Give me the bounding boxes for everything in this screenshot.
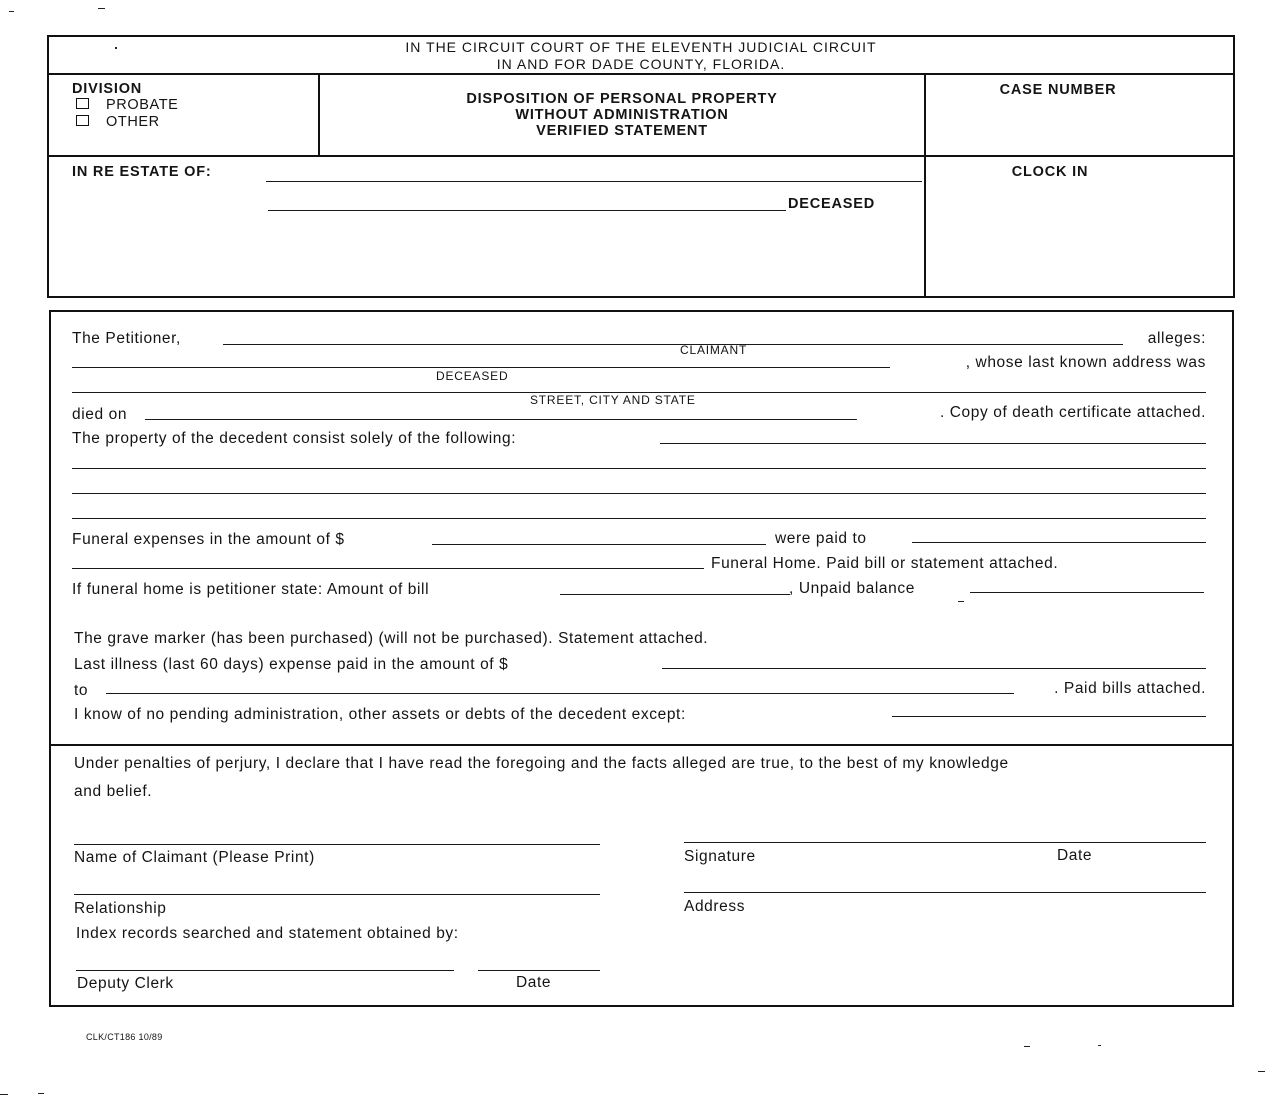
whose-address-text: , whose last known address was [965,354,1206,371]
claimant-caption: CLAIMANT [680,343,748,357]
header-divider-2 [47,155,1235,157]
deceased-line[interactable] [72,367,890,368]
declaration-divider [49,744,1234,746]
property-text: The property of the decedent consist solely of the following: [72,430,517,447]
death-certificate-text: . Copy of death certificate attached. [939,404,1206,421]
died-on-line[interactable] [145,419,857,420]
unpaid-balance-text: , Unpaid balance [789,580,915,597]
no-pending-text: I know of no pending administration, other assets or debts of the decedent except: [74,706,686,723]
court-line-1: IN THE CIRCUIT COURT OF THE ELEVENTH JUDICIAL CIRCUIT [405,39,877,55]
property-line-3[interactable] [72,493,1206,494]
header-vsep-right [924,73,926,298]
other-label: OTHER [106,114,160,130]
declaration-line-1: Under penalties of perjury, I declare that I have read the foregoing and the facts alleged are true, to the best of my knowledge [74,755,1009,772]
street-caption: STREET, CITY AND STATE [530,393,696,407]
relationship-line[interactable] [74,894,600,895]
division-label: DIVISION [72,81,143,97]
court-line-2: IN AND FOR DADE COUNTY, FLORIDA. [496,56,786,72]
funeral-home-text: Funeral Home. Paid bill or statement attached. [711,555,1059,572]
petitioner-text: The Petitioner, [72,330,181,347]
were-paid-to-text: were paid to [775,530,867,547]
address-label: Address [684,898,746,915]
scan-speck [1258,1071,1265,1072]
property-line-2[interactable] [72,468,1206,469]
scan-speck [98,8,105,9]
last-illness-paid-to-line[interactable] [106,693,1014,694]
petitioner-line[interactable] [223,344,1123,345]
form-title-line-3: VERIFIED STATEMENT [536,123,708,139]
funeral-home-line[interactable] [72,568,704,569]
clock-in-label: CLOCK IN [1011,164,1089,180]
deputy-clerk-line[interactable] [76,970,454,971]
other-checkbox[interactable] [76,115,89,126]
scan-speck [38,1093,44,1094]
scan-speck [115,47,117,49]
alleges-text: alleges: [1147,330,1206,347]
if-funeral-home-text: If funeral home is petitioner state: Amount of bill [72,581,430,598]
amount-of-bill-line[interactable] [560,594,790,595]
probate-label: PROBATE [106,97,179,113]
grave-marker-text: The grave marker (has been purchased) (will not be purchased). Statement attached. [74,630,709,647]
claimant-name-line[interactable] [74,844,600,845]
paid-bills-text: . Paid bills attached. [1054,680,1206,697]
scan-speck [958,601,964,602]
scan-speck [1098,1045,1101,1046]
deputy-date-label: Date [516,974,552,991]
signature-label: Signature [684,848,756,865]
index-records-text: Index records searched and statement obtained by: [76,925,459,942]
property-line-1[interactable] [660,443,1206,444]
funeral-paid-to-line[interactable] [912,542,1206,543]
probate-checkbox[interactable] [76,98,89,109]
deceased-label: DECEASED [788,196,875,212]
estate-name-line-1[interactable] [266,181,922,182]
claimant-name-label: Name of Claimant (Please Print) [74,849,315,866]
scan-speck [1024,1046,1030,1047]
funeral-amount-line[interactable] [432,544,766,545]
to-text: to [74,682,89,699]
signature-line[interactable] [684,842,1206,843]
deceased-caption: DECEASED [436,369,509,383]
estate-label: IN RE ESTATE OF: [72,164,212,180]
deputy-date-line[interactable] [478,970,600,971]
unpaid-balance-line[interactable] [970,592,1204,593]
scan-speck [0,1094,8,1095]
signature-date-label: Date [1057,847,1093,864]
estate-name-line-2[interactable] [268,210,786,211]
header-divider-1 [47,73,1235,75]
form-code: CLK/CT186 10/89 [86,1032,163,1042]
property-line-4[interactable] [72,518,1206,519]
relationship-label: Relationship [74,900,167,917]
deputy-clerk-label: Deputy Clerk [77,975,174,992]
address-line[interactable] [684,892,1206,893]
form-title-line-1: DISPOSITION OF PERSONAL PROPERTY [466,91,778,107]
scan-speck [9,11,14,12]
form-title-line-2: WITHOUT ADMINISTRATION [515,107,729,123]
died-on-text: died on [72,406,128,423]
last-illness-text: Last illness (last 60 days) expense paid in the amount of $ [74,656,509,673]
declaration-line-2: and belief. [74,783,153,800]
case-number-label: CASE NUMBER [999,82,1117,98]
last-illness-amount-line[interactable] [662,668,1206,669]
no-pending-line[interactable] [892,716,1206,717]
funeral-expenses-text: Funeral expenses in the amount of $ [72,531,345,548]
